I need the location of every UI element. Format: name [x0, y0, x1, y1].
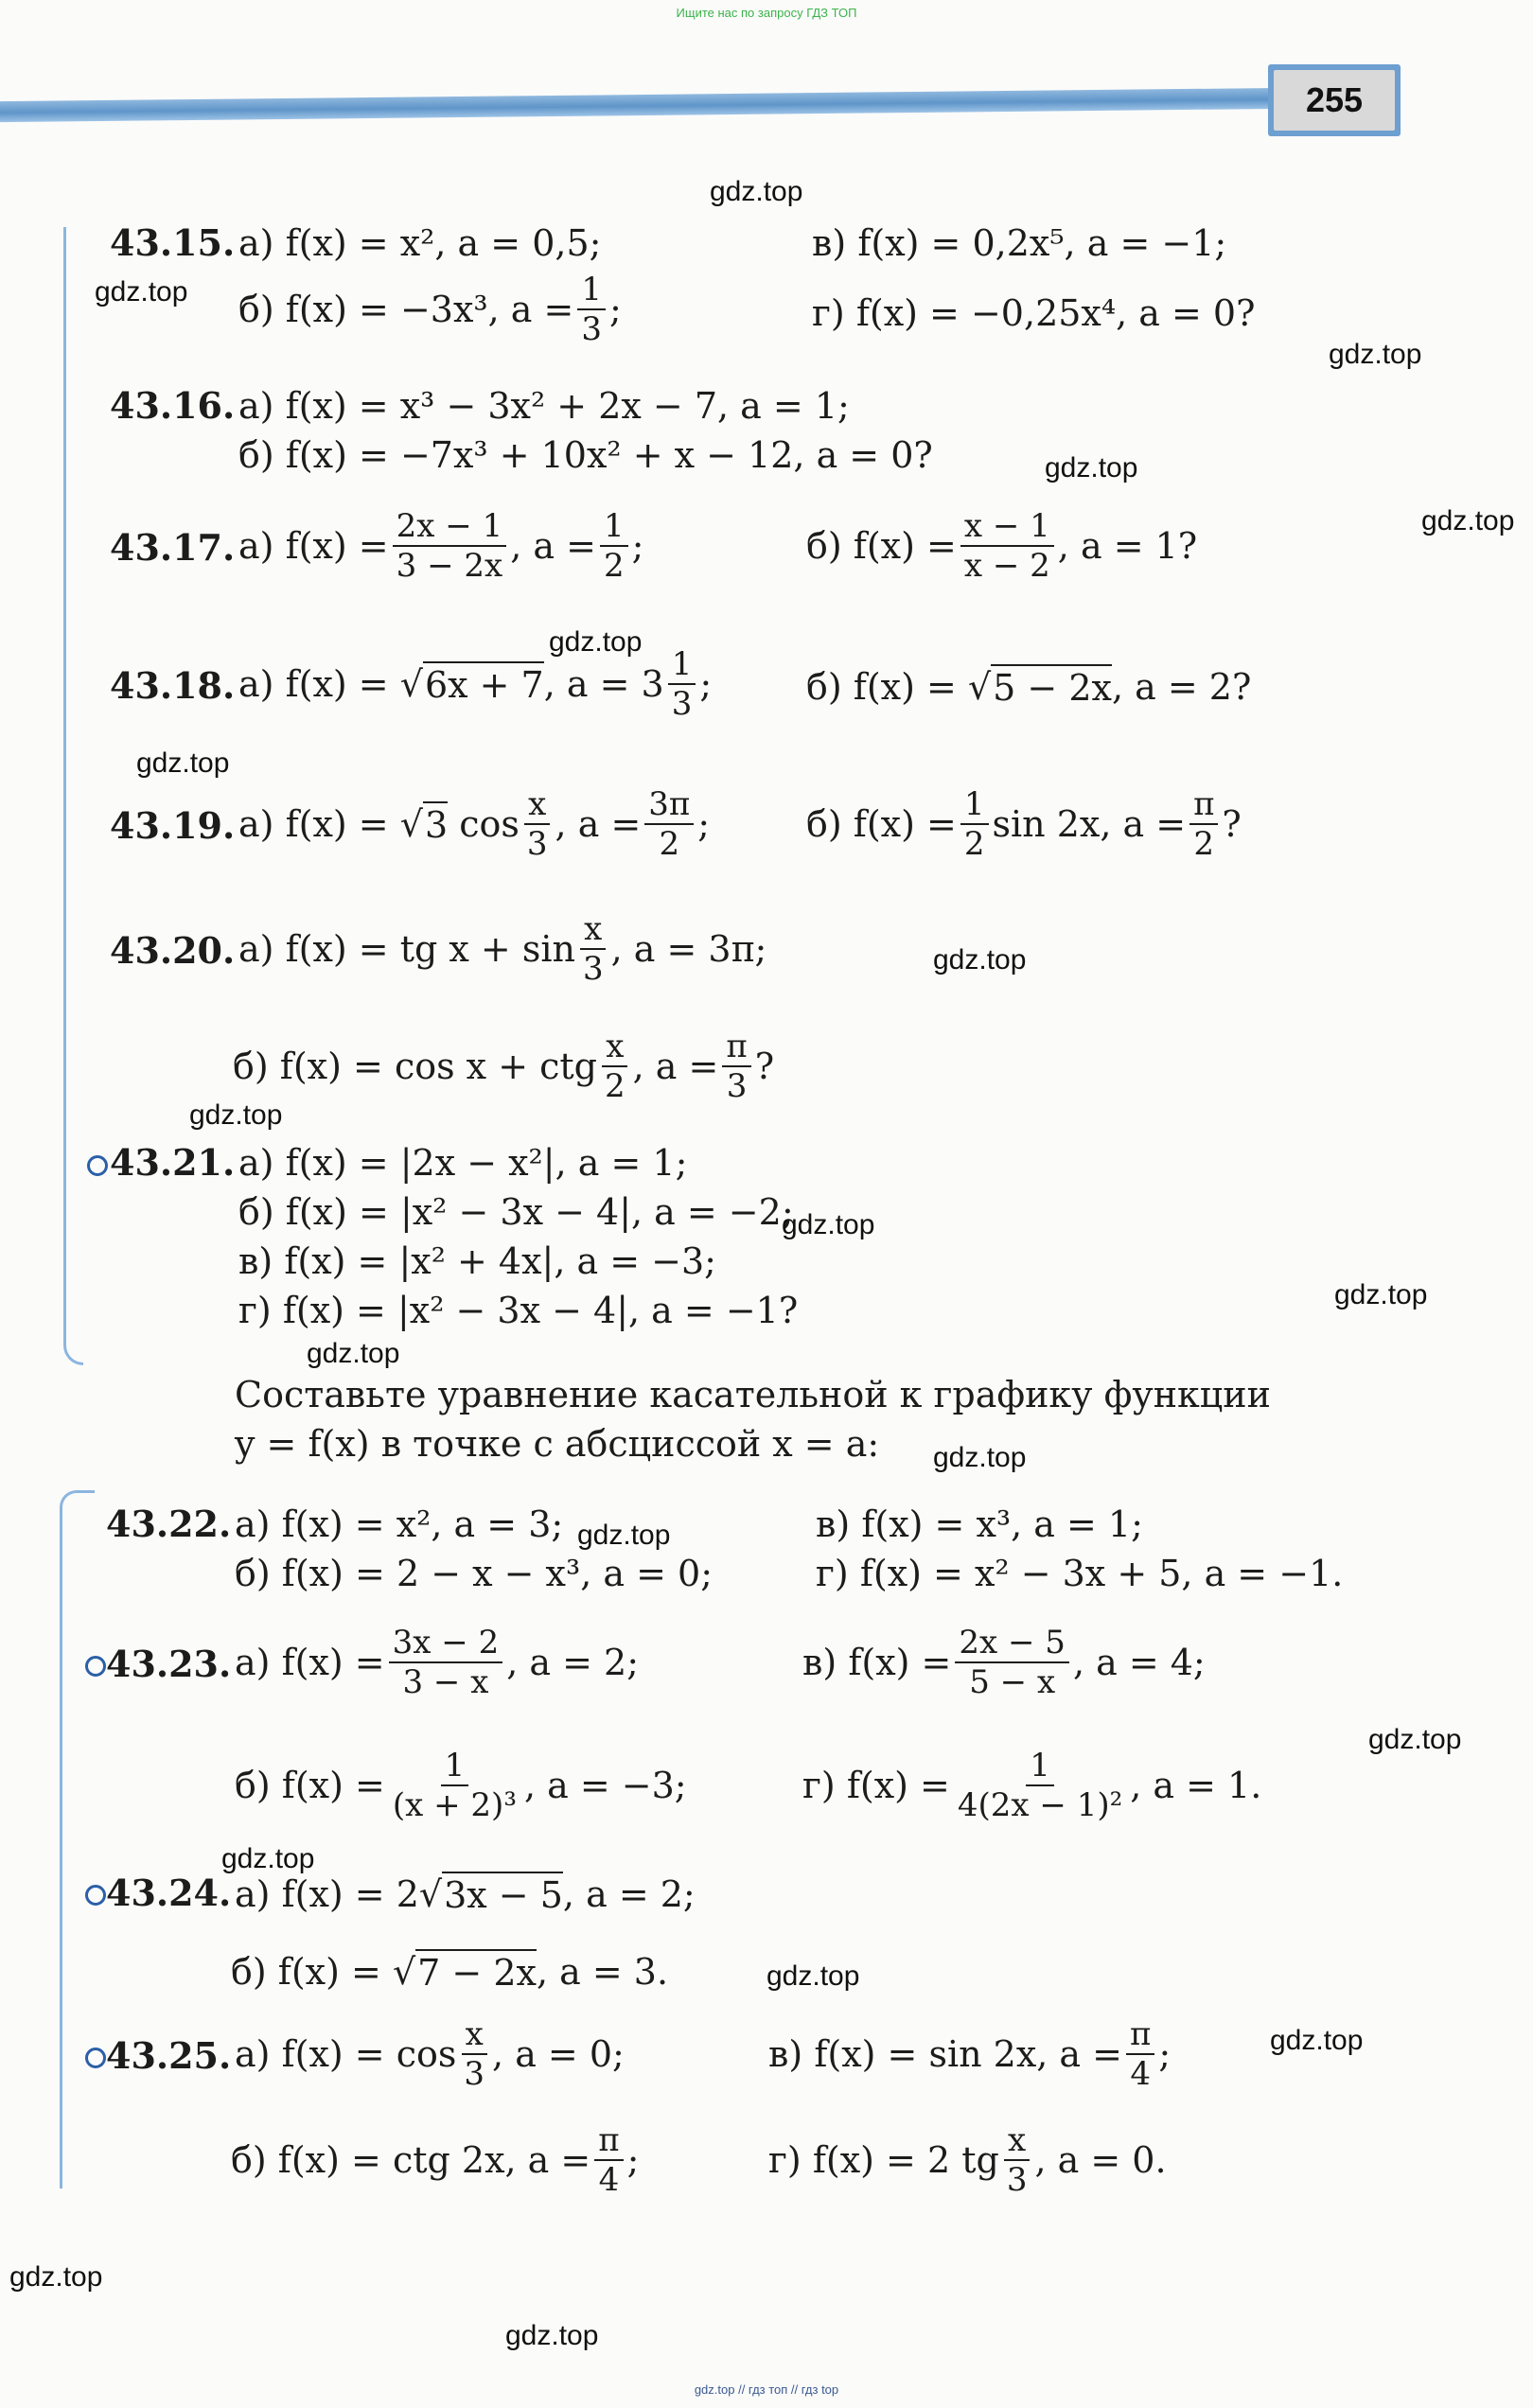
numerator: 1 — [960, 785, 989, 825]
item-a — [238, 910, 766, 988]
formula: f(x) = x² − 3x + 5, a = −1. — [859, 1553, 1344, 1594]
formula-end: ; — [609, 289, 622, 330]
numerator: 2x − 1 — [393, 507, 507, 547]
denominator: x − 2 — [963, 547, 1050, 585]
radicand: 6x + 7 — [423, 661, 544, 707]
problem-number: 43.20. — [110, 929, 236, 972]
fraction — [960, 785, 989, 863]
item-label: а) — [235, 1873, 271, 1915]
fraction — [523, 785, 552, 863]
radicand: 7 − 2x — [415, 1949, 537, 1995]
denominator: 3 — [671, 685, 693, 723]
formula-end: , a = 2; — [506, 1642, 639, 1683]
item-label: в) — [812, 222, 847, 264]
denominator: 3 − x — [402, 1663, 489, 1701]
item-label: г) — [812, 292, 845, 334]
item-label: б) — [238, 1191, 274, 1233]
numerator: π — [1126, 2015, 1154, 2055]
fraction — [600, 507, 628, 585]
ring-icon — [85, 1656, 106, 1677]
formula: f(x) = — [281, 1642, 385, 1683]
formula-end: , a = 2? — [1111, 666, 1252, 708]
formula: f(x) = — [848, 1642, 952, 1683]
task-line-2: y = f(x) в точке с абсциссой x = a: — [235, 1423, 880, 1465]
formula: f(x) = 0,2x⁵, a = −1; — [857, 222, 1227, 264]
fraction — [1189, 785, 1218, 863]
radicand: 3x − 5 — [442, 1872, 563, 1917]
item-label: б) — [231, 1951, 267, 1993]
formula: f(x) = 2 — [281, 1873, 419, 1915]
formula-mid: , a = — [510, 525, 596, 567]
ring-icon — [85, 2048, 106, 2068]
item-a — [235, 2015, 625, 2093]
formula-end: ; — [1158, 2033, 1172, 2075]
formula: f(x) = — [853, 525, 957, 567]
fraction — [722, 1028, 750, 1105]
item-b: б) f(x) = √ 5 − 2x , a = 2? — [806, 666, 1252, 709]
watermark: gdz.top — [9, 2261, 103, 2293]
fraction — [668, 645, 696, 723]
formula: f(x) = cos — [281, 2033, 457, 2075]
watermark: gdz.top — [221, 1843, 315, 1874]
item-label: г) — [238, 1290, 272, 1331]
formula-end: ; — [699, 663, 713, 705]
fraction — [960, 507, 1054, 585]
numerator: 3x − 2 — [389, 1624, 503, 1663]
formula: f(x) = — [281, 1765, 385, 1806]
item-g — [768, 2121, 1167, 2199]
watermark: gdz.top — [95, 276, 188, 308]
numerator: 3π — [644, 785, 694, 825]
formula-end: , a = 0; — [492, 2033, 625, 2075]
formula-end: ? — [754, 1046, 775, 1087]
denominator: 3 − 2x — [396, 547, 503, 585]
ring-icon — [85, 1885, 106, 1906]
problem-number: 43.23. — [106, 1643, 232, 1685]
fraction — [389, 1747, 520, 1824]
item-label: а) — [238, 1142, 274, 1184]
watermark: gdz.top — [710, 176, 803, 207]
item-v — [816, 1503, 1143, 1546]
watermark: gdz.top — [1334, 1279, 1428, 1310]
numerator: x − 1 — [960, 507, 1054, 547]
watermark: gdz.top — [1368, 1724, 1462, 1755]
numerator: π — [594, 2121, 623, 2161]
formula-end: , a = −3; — [523, 1765, 687, 1806]
item-b — [806, 785, 1242, 863]
formula-end: , a = 1. — [1130, 1765, 1262, 1806]
numerator: π — [1189, 785, 1218, 825]
radicand: 3 — [423, 801, 448, 847]
item-label: а) — [238, 928, 274, 970]
item-label: а) — [238, 803, 274, 845]
item-label: в) — [816, 1503, 851, 1545]
denominator: 3 — [726, 1067, 748, 1105]
denominator: 4 — [598, 2161, 620, 2199]
denominator: 2 — [1193, 825, 1215, 863]
denominator: 2 — [605, 1067, 626, 1105]
formula-end: , a = 0. — [1034, 2139, 1167, 2181]
item-g — [812, 291, 1255, 335]
formula: f(x) = −7x³ + 10x² + x − 12, a = 0? — [285, 434, 933, 476]
problem-number: 43.17. — [110, 526, 236, 569]
numerator: x — [602, 1028, 627, 1067]
numerator: 2x − 5 — [955, 1624, 1069, 1663]
denominator: 4 — [1130, 2055, 1152, 2093]
formula-end: , a = 3. — [536, 1951, 669, 1993]
watermark: gdz.top — [1270, 2025, 1364, 2056]
denominator: (x + 2)³ — [392, 1786, 517, 1824]
denominator: 2 — [963, 825, 985, 863]
item-label: г) — [816, 1553, 849, 1594]
numerator: 1 — [577, 271, 606, 310]
task-text — [235, 1370, 1332, 1468]
problem-number: 43.25. — [106, 2034, 232, 2077]
formula: f(x) = — [846, 1765, 950, 1806]
watermark: gdz.top — [307, 1338, 400, 1369]
formula-end: ; — [631, 525, 644, 567]
item-label: б) — [238, 434, 274, 476]
watermark: gdz.top — [136, 747, 230, 779]
cos-label: cos — [459, 803, 520, 845]
formula: f(x) = sin 2x, a = — [814, 2033, 1123, 2075]
fraction — [594, 2121, 623, 2199]
item-a — [238, 507, 643, 585]
item-g — [816, 1552, 1343, 1595]
item-label: б) — [231, 2139, 267, 2181]
item-b — [233, 1028, 774, 1105]
problem-number: 43.16. — [110, 384, 236, 427]
denominator: 3 — [582, 950, 604, 988]
numerator: x — [462, 2015, 487, 2055]
fraction — [577, 271, 606, 348]
formula: f(x) = |2x − x²|, a = 1; — [285, 1142, 688, 1184]
item-b — [238, 1190, 794, 1234]
item-a: а) f(x) = √ 3 cos $\frac{x}{3}$ , a = $\frac{3\pi}{2}$ ; — [238, 785, 711, 863]
formula-end: , a = 1? — [1057, 525, 1198, 567]
watermark: gdz.top — [505, 2320, 599, 2351]
formula: f(x) = x², a = 3; — [281, 1503, 564, 1545]
item-b — [806, 507, 1197, 585]
formula: f(x) = — [285, 525, 389, 567]
formula-mid: , a = — [555, 803, 642, 845]
formula: f(x) = |x² − 3x − 4|, a = −1? — [282, 1290, 799, 1331]
watermark: gdz.top — [577, 1520, 671, 1551]
fraction — [1003, 2121, 1031, 2199]
item-a — [235, 1624, 639, 1701]
item-label: б) — [238, 289, 274, 330]
item-g — [238, 1289, 798, 1332]
fraction — [393, 507, 507, 585]
item-label: б) — [233, 1046, 269, 1087]
formula: f(x) = |x² − 3x − 4|, a = −2; — [285, 1191, 794, 1233]
formula: f(x) = tg x + sin — [285, 928, 575, 970]
formula: f(x) = 2 tg — [812, 2139, 999, 2181]
item-label: б) — [806, 525, 842, 567]
denominator: 3 — [464, 2055, 485, 2093]
item-label: а) — [235, 1642, 271, 1683]
numerator: x — [580, 910, 606, 950]
item-a: а) f(x) = √ 6x + 7 , a = 3 $\frac{1}{3}$ ; — [238, 645, 713, 723]
item-label: в) — [768, 2033, 803, 2075]
problem-number: 43.21. — [110, 1141, 236, 1184]
fraction — [954, 1747, 1126, 1824]
formula: f(x) = x³, a = 1; — [861, 1503, 1143, 1545]
problem-number: 43.24. — [106, 1872, 232, 1914]
formula: f(x) = — [853, 666, 957, 708]
formula: f(x) = — [277, 1951, 381, 1993]
fraction — [955, 1624, 1069, 1701]
formula: f(x) = x², a = 0,5; — [285, 222, 602, 264]
top-note: Ищите нас по запросу ГДЗ ТОП — [676, 6, 857, 20]
item-a — [238, 384, 850, 428]
denominator: 3 — [526, 825, 548, 863]
denominator: 4(2x − 1)² — [957, 1786, 1123, 1824]
item-b — [238, 271, 622, 348]
numerator: 1 — [600, 507, 628, 547]
item-b — [231, 2121, 639, 2199]
denominator: 2 — [603, 547, 625, 585]
formula-end: ; — [626, 2139, 640, 2181]
formula: f(x) = x³ − 3x² + 2x − 7, a = 1; — [285, 385, 850, 427]
watermark: gdz.top — [1045, 452, 1138, 483]
formula-end: ; — [697, 803, 711, 845]
watermark: gdz.top — [1421, 505, 1515, 536]
ring-icon — [87, 1155, 108, 1176]
denominator: 3 — [1006, 2161, 1028, 2199]
watermark: gdz.top — [782, 1209, 875, 1240]
formula: f(x) = |x² + 4x|, a = −3; — [284, 1240, 716, 1282]
item-label: а) — [238, 385, 274, 427]
formula: f(x) = — [853, 803, 957, 845]
item-b — [238, 433, 933, 477]
item-label: г) — [768, 2139, 802, 2181]
item-v — [238, 1239, 716, 1283]
item-g — [802, 1747, 1261, 1824]
formula-mid: sin 2x, a = — [992, 803, 1187, 845]
fraction — [644, 785, 694, 863]
fraction — [579, 910, 608, 988]
item-a — [238, 221, 601, 265]
fraction — [460, 2015, 488, 2093]
watermark: gdz.top — [766, 1960, 860, 1992]
numerator: x — [524, 785, 550, 825]
formula-end: , a = 4; — [1072, 1642, 1206, 1683]
formula-end: , a = 3π; — [610, 928, 767, 970]
item-v — [802, 1624, 1206, 1701]
watermark: gdz.top — [189, 1099, 283, 1131]
watermark: gdz.top — [933, 1442, 1027, 1473]
formula-end: ? — [1222, 803, 1242, 845]
formula-mid: , a = 3 — [543, 663, 664, 705]
item-v — [812, 221, 1226, 265]
item-label: б) — [235, 1765, 271, 1806]
fraction — [1126, 2015, 1154, 2093]
formula-end: , a = 2; — [562, 1873, 696, 1915]
watermark: gdz.top — [1329, 339, 1422, 370]
item-label: б) — [235, 1553, 271, 1594]
item-label: а) — [235, 1503, 271, 1545]
numerator: x — [1004, 2121, 1030, 2161]
formula: f(x) = — [285, 663, 389, 705]
item-b — [235, 1747, 687, 1824]
denominator: 3 — [581, 310, 602, 348]
formula: f(x) = cos x + ctg — [279, 1046, 597, 1087]
item-a — [235, 1503, 563, 1546]
denominator: 2 — [659, 825, 680, 863]
fraction — [601, 1028, 629, 1105]
formula-mid: , a = — [632, 1046, 719, 1087]
formula: f(x) = — [285, 803, 389, 845]
page-number: 255 — [1274, 70, 1395, 131]
watermark: gdz.top — [933, 944, 1027, 976]
radicand: 5 − 2x — [991, 664, 1112, 710]
formula: f(x) = −3x³, a = — [285, 289, 574, 330]
problem-number: 43.15. — [110, 221, 236, 264]
item-label: в) — [802, 1642, 837, 1683]
formula: f(x) = −0,25x⁴, a = 0? — [855, 292, 1256, 334]
watermark: gdz.top — [549, 626, 643, 658]
denominator: 5 − x — [969, 1663, 1056, 1701]
item-b — [235, 1552, 713, 1595]
item-v — [768, 2015, 1171, 2093]
numerator: π — [722, 1028, 750, 1067]
item-label: а) — [238, 222, 274, 264]
bottom-note: gdz.top // гдз топ // гдз top — [694, 2382, 839, 2397]
problem-number: 43.19. — [110, 804, 236, 847]
item-label: г) — [802, 1765, 836, 1806]
item-a: а) f(x) = 2 √ 3x − 5 , a = 2; — [235, 1873, 696, 1916]
item-label: б) — [806, 803, 842, 845]
item-b: б) f(x) = √ 7 − 2x , a = 3. — [231, 1951, 669, 1994]
item-label: б) — [806, 666, 842, 708]
numerator: 1 — [441, 1747, 469, 1786]
item-label: а) — [235, 2033, 271, 2075]
fraction — [389, 1624, 503, 1701]
problem-number: 43.22. — [106, 1503, 232, 1545]
item-label: в) — [238, 1240, 273, 1282]
item-a — [238, 1141, 687, 1185]
item-label: а) — [238, 525, 274, 567]
problem-number: 43.18. — [110, 664, 236, 707]
item-label: а) — [238, 663, 274, 705]
formula: f(x) = 2 − x − x³, a = 0; — [281, 1553, 713, 1594]
formula: f(x) = ctg 2x, a = — [277, 2139, 591, 2181]
numerator: 1 — [1026, 1747, 1054, 1786]
numerator: 1 — [668, 645, 696, 685]
task-line-1: Составьте уравнение касательной к графику функции — [235, 1374, 1271, 1415]
